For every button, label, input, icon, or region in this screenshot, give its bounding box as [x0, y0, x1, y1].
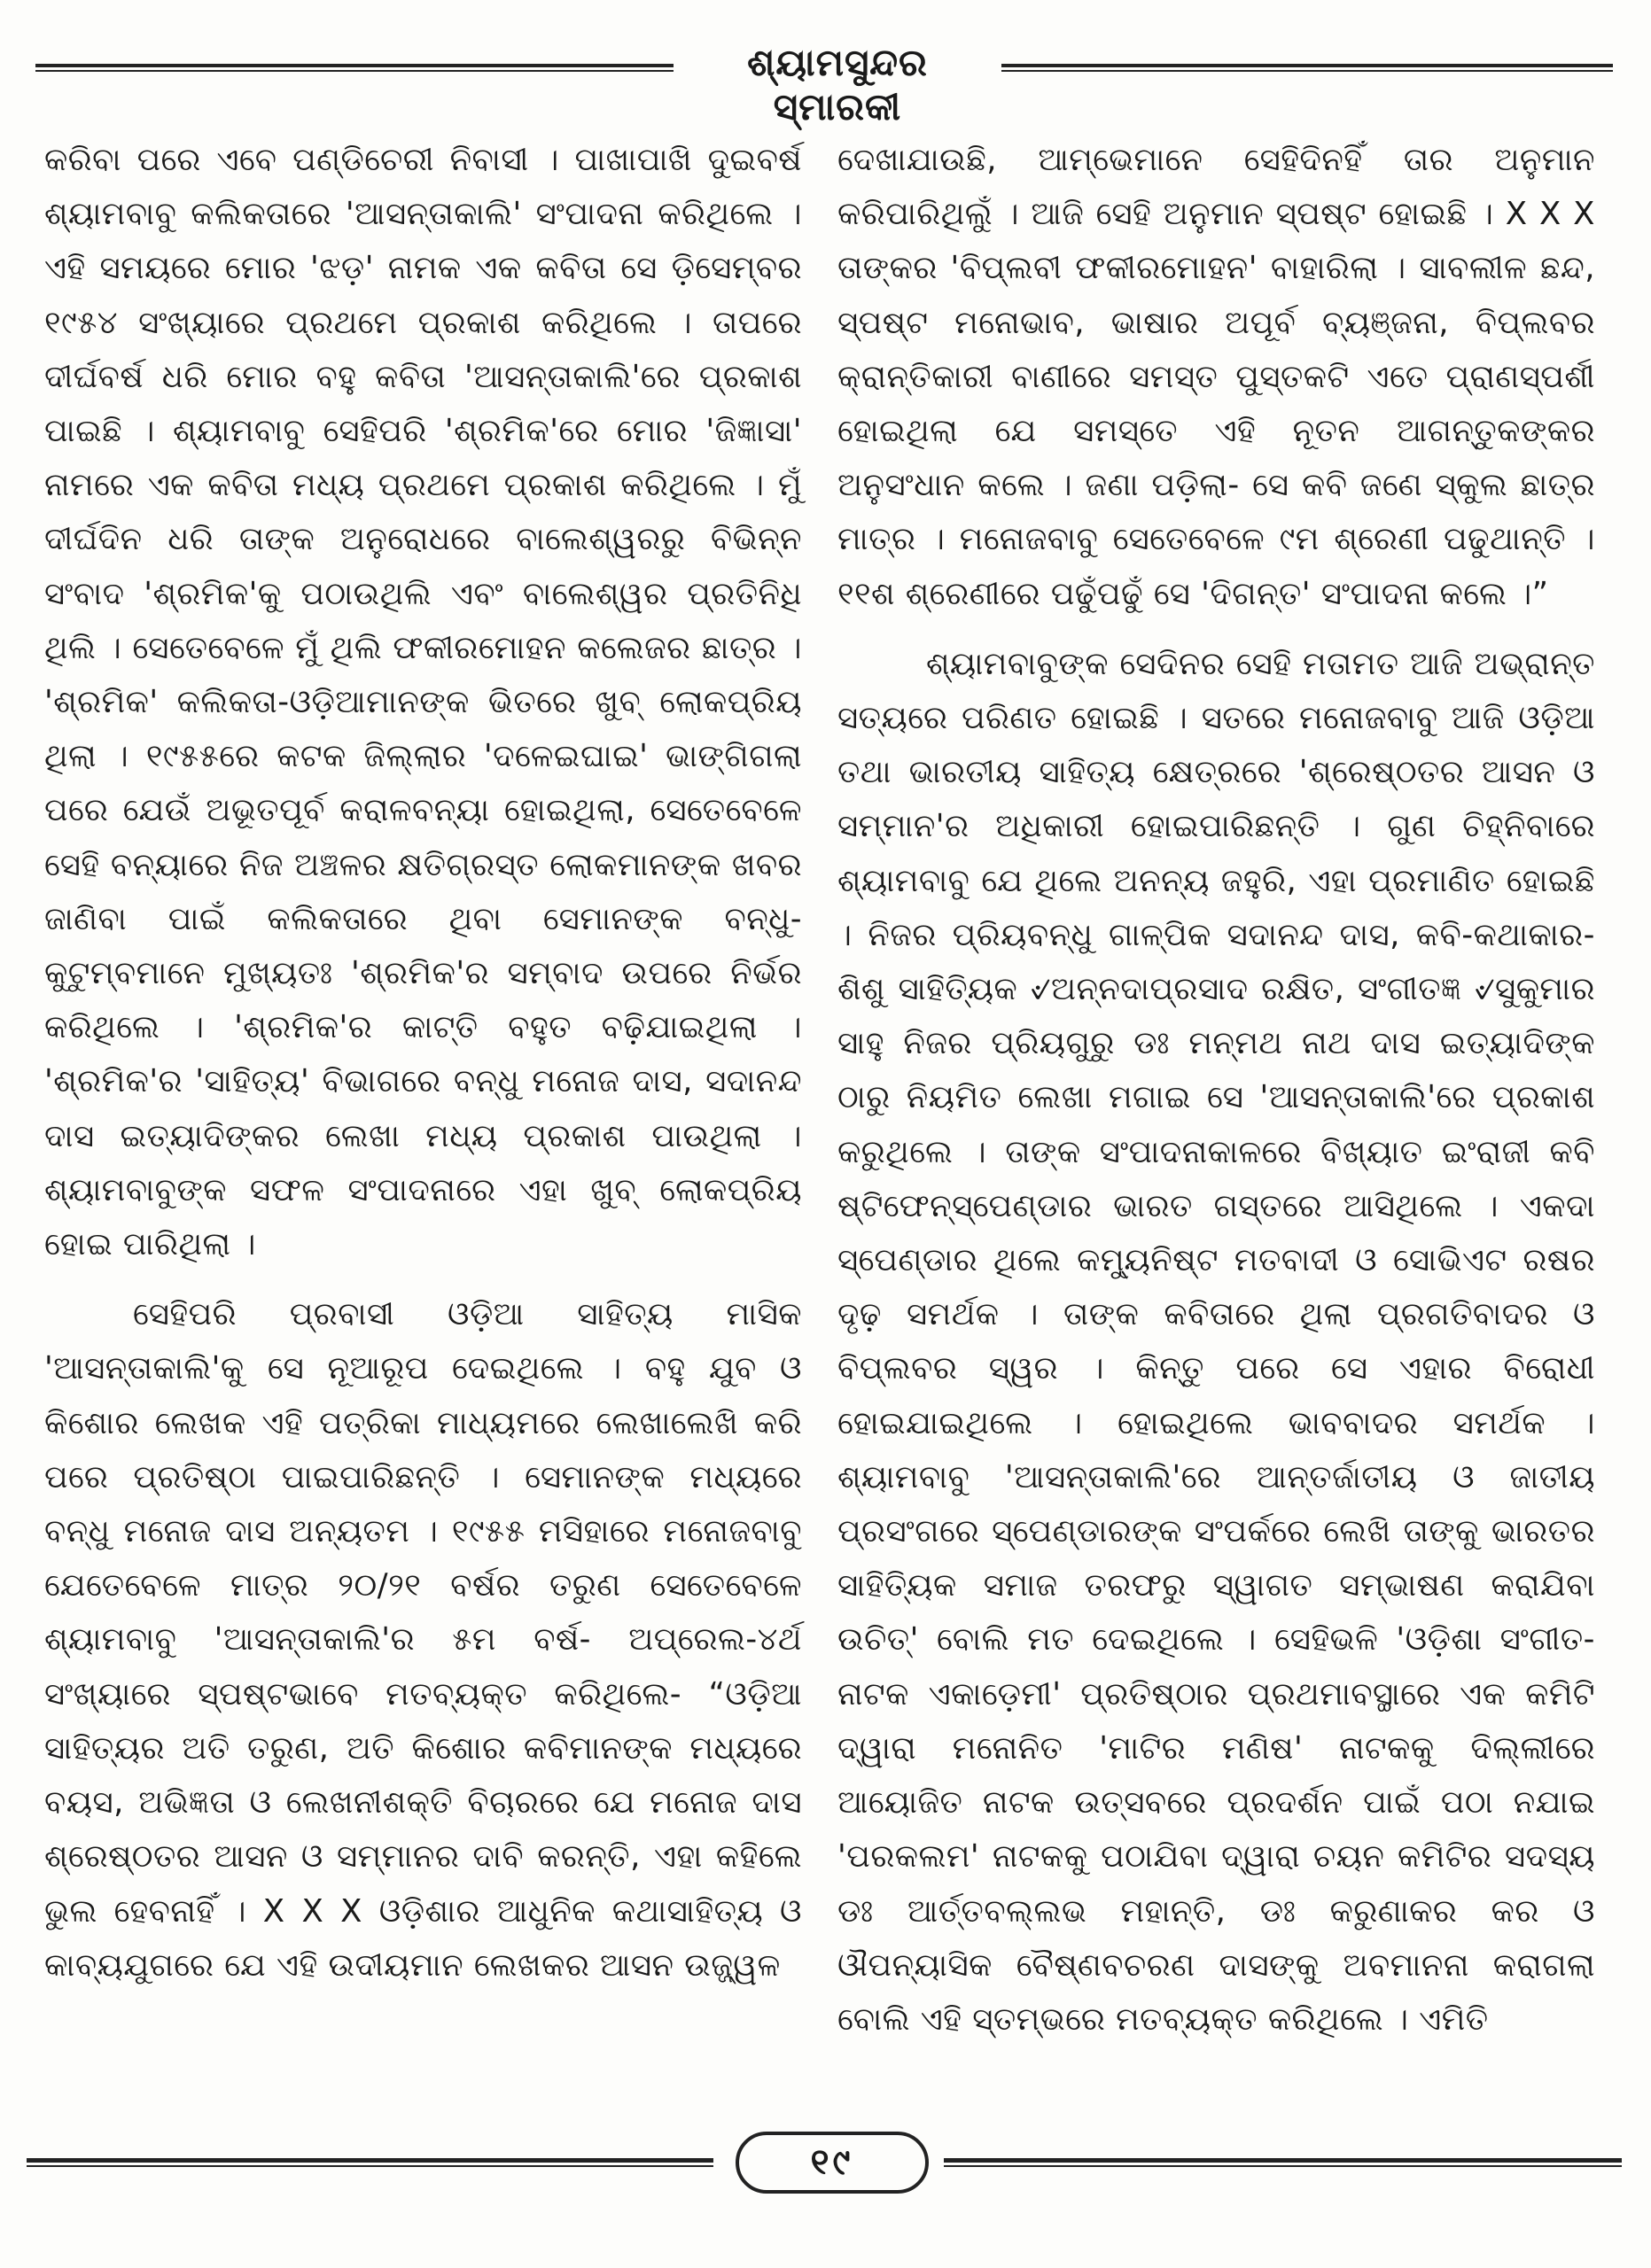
left-paragraph-1: କରିବା ପରେ ଏବେ ପଣ୍ଡିଚେରୀ ନିବାସୀ । ପାଖାପାଖି ଦୁଇବର୍ଷ ଶ୍ୟାମବାବୁ କଲିକତାରେ 'ଆସନ୍ତାକାଲି' ସଂପାଦନା କରିଥିଲେ । ଏହି ସମୟରେ ମୋର 'ଝଡ଼' ନାମକ ଏକ କବିତା ସେ ଡ଼ିସେମ୍ବର ୧୯୫୪ ସଂଖ୍ୟାରେ ପ୍ରଥମେ ପ୍ରକାଶ କରିଥିଲେ । ତାପରେ ଦୀର୍ଘବର୍ଷ ଧରି ମୋର ବହୁ କବିତା 'ଆସନ୍ତାକାଲି'ରେ ପ୍ରକାଶ ପାଇଛି । ଶ୍ୟାମବାବୁ ସେହିପରି 'ଶ୍ରମିକ'ରେ ମୋର 'ଜିଜ୍ଞାସା' ନାମରେ ଏକ କବିତା ମଧ୍ୟ ପ୍ରଥମେ ପ୍ରକାଶ କରିଥିଲେ । ମୁଁ ଦୀର୍ଘଦିନ ଧରି ତାଙ୍କ ଅନୁରୋଧରେ ବାଲେଶ୍ୱରରୁ ବିଭିନ୍ନ ସଂବାଦ 'ଶ୍ରମିକ'କୁ ପଠାଉଥିଲି ଏବଂ ବାଲେଶ୍ୱର ପ୍ରତିନିଧି ଥିଲି । ସେତେବେଳେ ମୁଁ ଥିଲି ଫକୀରମୋହନ କଲେଜର ଛାତ୍ର । 'ଶ୍ରମିକ' କଲିକତା-ଓଡ଼ିଆମାନଙ୍କ ଭିତରେ ଖୁବ୍ ଲୋକପ୍ରିୟ ଥିଲା । ୧୯୫୫ରେ କଟକ ଜିଲ୍ଲାର 'ଦଳେଇଘାଇ' ଭାଙ୍ଗିଗଲା ପରେ ଯେଉଁ ଅଭୂତପୂର୍ବ କରାଳବନ୍ୟା ହୋଇଥିଲା, ସେତେବେଳେ ସେହି ବନ୍ୟାରେ ନିଜ ଅଞ୍ଚଳର କ୍ଷତିଗ୍ରସ୍ତ ଲୋକମାନଙ୍କ ଖବର ଜାଣିବା ପାଇଁ କଲିକତାରେ ଥିବା ସେମାନଙ୍କ ବନ୍ଧୁ-କୁଟୁମ୍ବମାନେ ମୁଖ୍ୟତଃ 'ଶ୍ରମିକ'ର ସମ୍ବାଦ ଉପରେ ନିର୍ଭର କରିଥିଲେ । 'ଶ୍ରମିକ'ର କାଟ୍ତି ବହୁତ ବଢ଼ିଯାଇଥିଲା । 'ଶ୍ରମିକ'ର 'ସାହିତ୍ୟ' ବିଭାଗରେ ବନ୍ଧୁ ମନୋଜ ଦାସ, ସଦାନନ୍ଦ ଦାସ ଇତ୍ୟାଦିଙ୍କର ଲେଖା ମଧ୍ୟ ପ୍ରକାଶ ପାଉଥିଲା । ଶ୍ୟାମବାବୁଙ୍କ ସଫଳ ସଂପାଦନାରେ ଏହା ଖୁବ୍ ଲୋକପ୍ରିୟ ହୋଇ ପାରିଥିଲା ।	[44, 142, 802, 1263]
page-number: ୧୯	[736, 2132, 929, 2194]
left-column	[44, 133, 802, 2008]
running-title: ଶ୍ୟାମସୁନ୍ଦର ସ୍ମାରକୀ	[747, 41, 928, 128]
footer-rule-left	[27, 2158, 713, 2167]
header-rule-left	[35, 64, 674, 72]
right-paragraph-2: ଶ୍ୟାମବାବୁଙ୍କ ସେଦିନର ସେହି ମତାମତ ଆଜି ଅଭ୍ରାନ୍ତ ସତ୍ୟରେ ପରିଣତ ହୋଇଛି । ସତରେ ମନୋଜବାବୁ ଆଜି ଓଡ଼ିଆ ତଥା ଭାରତୀୟ ସାହିତ୍ୟ କ୍ଷେତ୍ରରେ 'ଶ୍ରେଷ୍ଠତର ଆସନ ଓ ସମ୍ମାନ'ର ଅଧିକାରୀ ହୋଇପାରିଛନ୍ତି । ଗୁଣ ଚିହ୍ନିବାରେ ଶ୍ୟାମବାବୁ ଯେ ଥିଲେ ଅନନ୍ୟ ଜହୁରି, ଏହା ପ୍ରମାଣିତ ହୋଇଛି । ନିଜର ପ୍ରିୟବନ୍ଧୁ ଗାଳ୍ପିକ ସଦାନନ୍ଦ ଦାସ, କବି-କଥାକାର-ଶିଶୁ ସାହିତ୍ୟିକ ୰ଅନ୍ନଦାପ୍ରସାଦ ରକ୍ଷିତ, ସଂଗୀତଜ୍ଞ ୰ସୁକୁମାର ସାହୁ ନିଜର ପ୍ରିୟଗୁରୁ ଡଃ ମନ୍ମଥ ନାଥ ଦାସ ଇତ୍ୟାଦିଙ୍କ ଠାରୁ ନିୟମିତ ଲେଖା ମଗାଇ ସେ 'ଆସନ୍ତାକାଲି'ରେ ପ୍ରକାଶ କରୁଥିଲେ । ତାଙ୍କ ସଂପାଦନାକାଳରେ ବିଖ୍ୟାତ ଇଂରାଜୀ କବି ଷ୍ଟିଫେନ୍‌ସ୍ପେଣ୍ଡାର ଭାରତ ଗସ୍ତରେ ଆସିଥିଲେ । ଏକଦା ସ୍ପେଣ୍ଡାର ଥିଲେ କମ୍ୟୁନିଷ୍ଟ ମତବାଦୀ ଓ ସୋଭିଏଟ ରଷର ଦୃଢ଼ ସମର୍ଥକ । ତାଙ୍କ କବିତାରେ ଥିଲା ପ୍ରଗତିବାଦର ଓ ବିପ୍ଲବର ସ୍ୱର । କିନ୍ତୁ ପରେ ସେ ଏହାର ବିରୋଧୀ ହୋଇଯାଇଥିଲେ । ହୋଇଥିଲେ ଭାବବାଦର ସମର୍ଥକ । ଶ୍ୟାମବାବୁ 'ଆସନ୍ତାକାଲି'ରେ ଆନ୍ତର୍ଜାତୀୟ ଓ ଜାତୀୟ ପ୍ରସଂଗରେ ସ୍ପେଣ୍ଡାରଙ୍କ ସଂପର୍କରେ ଲେଖି ତାଙ୍କୁ ଭାରତର ସାହିତ୍ୟିକ ସମାଜ ତରଫରୁ ସ୍ୱାଗତ ସମ୍ଭାଷଣ କରାଯିବା ଉଚିତ୍' ବୋଲି ମତ ଦେଇଥିଲେ । ସେହିଭଳି 'ଓଡ଼ିଶା ସଂଗୀତ-ନାଟକ ଏକାଡ଼େମୀ' ପ୍ରତିଷ୍ଠାର ପ୍ରଥମାବସ୍ଥାରେ ଏକ କମିଟି ଦ୍ୱାରା ମନୋନିତ 'ମାଟିର ମଣିଷ' ନାଟକକୁ ଦିଲ୍ଲୀରେ ଆୟୋଜିତ ନାଟକ ଉତ୍ସବରେ ପ୍ରଦର୍ଶନ ପାଇଁ ପଠା ନଯାଇ 'ପରକଲମ' ନାଟକକୁ ପଠାଯିବା ଦ୍ୱାରା ଚୟନ କମିଟିର ସଦସ୍ୟ ଡଃ ଆର୍ତ୍ତବଲ୍ଲଭ ମହାନ୍ତି, ଡଃ କରୁଣାକର କର ଓ ଔପନ୍ୟାସିକ ବୈଷ୍ଣବଚରଣ ଦାସଙ୍କୁ ଅବମାନନା କରାଗଲା ବୋଲି ଏହି ସ୍ତମ୍ଭରେ ମତବ୍ୟକ୍ତ କରିଥିଲେ । ଏମିତି	[837, 645, 1595, 2038]
footer-rule-right	[944, 2158, 1622, 2167]
page-header	[35, 35, 1613, 128]
right-paragraph-1: ଦେଖାଯାଉଛି, ଆମ୍ଭେମାନେ ସେହିଦିନହିଁ ତାର ଅନୁମାନ କରିପାରିଥିଲୁଁ । ଆଜି ସେହି ଅନୁମାନ ସ୍ପଷ୍ଟ ହୋଇଛି । X X X ତାଙ୍କର 'ବିପ୍ଲବୀ ଫକୀରମୋହନ' ବାହାରିଲା । ସାବଲୀଳ ଛନ୍ଦ, ସ୍ପଷ୍ଟ ମନୋଭାବ, ଭାଷାର ଅପୂର୍ବ ବ୍ୟଞ୍ଜନା, ବିପ୍ଲବର କ୍ରାନ୍ତିକାରୀ ବାଣୀରେ ସମସ୍ତ ପୁସ୍ତକଟି ଏତେ ପ୍ରାଣସ୍ପର୍ଶୀ ହୋଇଥିଲା ଯେ ସମସ୍ତେ ଏହି ନୂତନ ଆଗନ୍ତୁକଙ୍କର ଅନୁସଂଧାନ କଲେ । ଜଣା ପଡ଼ିଲା- ସେ କବି ଜଣେ ସ୍କୁଲ ଛାତ୍ର ମାତ୍ର । ମନୋଜବାବୁ ସେତେବେଳେ ୯ମ ଶ୍ରେଣୀ ପଢୁଥାନ୍ତି । ୧୧ଶ ଶ୍ରେଣୀରେ ପଢୁଁପଢୁଁ ସେ 'ଦିଗନ୍ତ' ସଂପାଦନା କଲେ ।”	[837, 142, 1595, 612]
header-rule-right	[1001, 64, 1613, 72]
right-column	[837, 133, 1595, 2062]
left-paragraph-2: ସେହିପରି ପ୍ରବାସୀ ଓଡ଼ିଆ ସାହିତ୍ୟ ମାସିକ 'ଆସନ୍ତାକାଲି'କୁ ସେ ନୂଆରୂପ ଦେଇଥିଲେ । ବହୁ ଯୁବ ଓ କିଶୋର ଲେଖକ ଏହି ପତ୍ରିକା ମାଧ୍ୟମରେ ଲେଖାଲେଖି କରି ପରେ ପ୍ରତିଷ୍ଠା ପାଇପାରିଛନ୍ତି । ସେମାନଙ୍କ ମଧ୍ୟରେ ବନ୍ଧୁ ମନୋଜ ଦାସ ଅନ୍ୟତମ । ୧୯୫୫ ମସିହାରେ ମନୋଜବାବୁ ଯେତେବେଳେ ମାତ୍ର ୨୦/୨୧ ବର୍ଷର ତରୁଣ ସେତେବେଳେ ଶ୍ୟାମବାବୁ 'ଆସନ୍ତାକାଲି'ର ୫ମ ବର୍ଷ- ଅପ୍ରେଲ-୪ର୍ଥ ସଂଖ୍ୟାରେ ସ୍ପଷ୍ଟଭାବେ ମତବ୍ୟକ୍ତ କରିଥିଲେ- “ଓଡ଼ିଆ ସାହିତ୍ୟର ଅତି ତରୁଣ, ଅତି କିଶୋର କବିମାନଙ୍କ ମଧ୍ୟରେ ବୟସ, ଅଭିଜ୍ଞତା ଓ ଲେଖନୀଶକ୍ତି ବିଚାରରେ ଯେ ମନୋଜ ଦାସ ଶ୍ରେଷ୍ଠତର ଆସନ ଓ ସମ୍ମାନର ଦାବି କରନ୍ତି, ଏହା କହିଲେ ଭୁଲ ହେବନାହିଁ । X X X ଓଡ଼ିଶାର ଆଧୁନିକ କଥାସାହିତ୍ୟ ଓ କାବ୍ୟଯୁଗରେ ଯେ ଏହି ଉଦୀୟମାନ ଲେଖକର ଆସନ ଉଜ୍ଜ୍ୱଳ	[44, 1296, 802, 1984]
page-footer	[27, 2126, 1622, 2197]
